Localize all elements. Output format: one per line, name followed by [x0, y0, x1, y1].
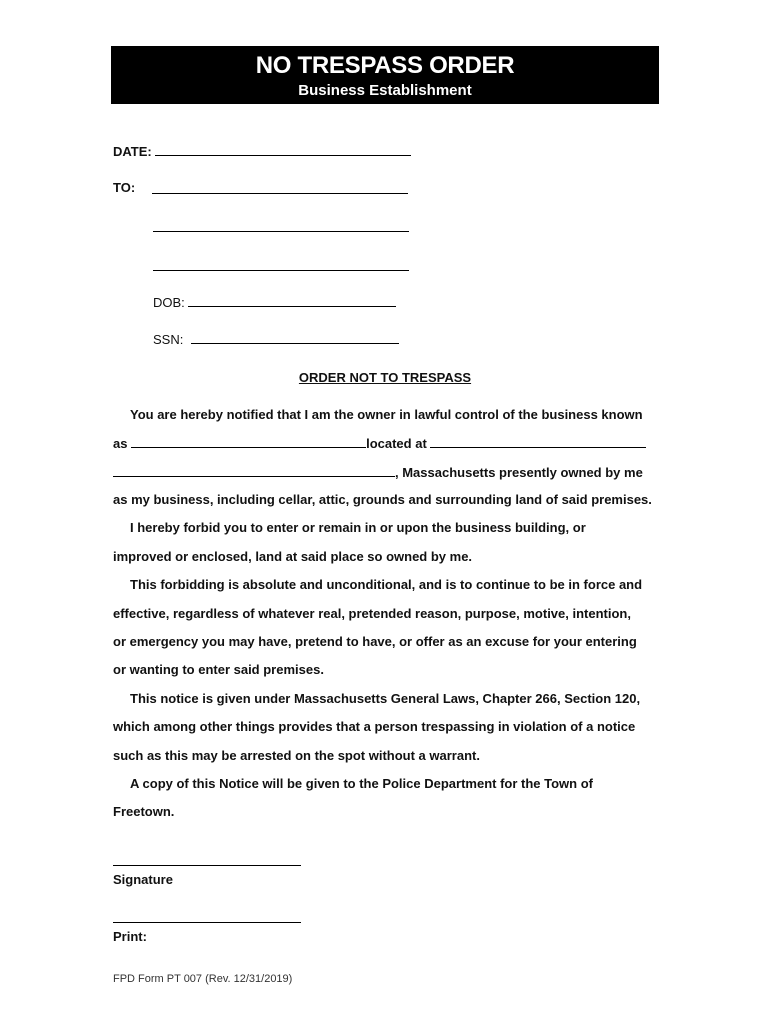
body-line: I hereby forbid you to enter or remain in or upon the business building, or [130, 520, 586, 535]
section-title: ORDER NOT TO TRESPASS [298, 370, 472, 385]
to-field-line-2[interactable] [153, 219, 409, 232]
business-name-field[interactable] [131, 435, 366, 448]
body-line-blanks: , Massachusetts presently owned by me [113, 464, 643, 480]
dob-field[interactable] [188, 294, 396, 307]
body-line: You are hereby notified that I am the owner in lawful control of the business known [130, 407, 643, 422]
body-line: which among other things provides that a person trespassing in violation of a notice [113, 719, 636, 734]
location-field[interactable] [430, 435, 646, 448]
to-label: TO: [113, 180, 136, 195]
body-line: as my business, including cellar, attic, grounds and surrounding land of said premises. [113, 492, 652, 507]
date-field[interactable] [155, 143, 411, 156]
ssn-field[interactable] [191, 331, 399, 344]
date-label: DATE: [113, 144, 152, 159]
body-line: improved or enclosed, land at said place so owned by me. [113, 549, 473, 564]
to-row [113, 180, 135, 195]
ssn-label: SSN: [153, 332, 184, 347]
body-line: Freetown. [113, 804, 175, 819]
to-field-line-1[interactable] [152, 181, 408, 194]
dob-label: DOB: [153, 295, 185, 310]
body-line-blanks: as located at [113, 435, 646, 451]
print-field[interactable] [113, 922, 301, 923]
body-line: effective, regardless of whatever real, pretended reason, purpose, motive, intention, [113, 606, 631, 621]
address-field[interactable] [113, 464, 395, 477]
to-field-line-3[interactable] [153, 258, 409, 271]
date-row [113, 143, 411, 159]
signature-field[interactable] [113, 865, 301, 866]
signature-label: Signature [113, 872, 173, 887]
print-label: Print: [113, 929, 147, 944]
body-line: This forbidding is absolute and unconditional, and is to continue to be in force and [130, 577, 643, 592]
body-line: A copy of this Notice will be given to the Police Department for the Town of [130, 776, 593, 791]
body-line: This notice is given under Massachusetts General Laws, Chapter 266, Section 120, [130, 691, 641, 706]
body-line: or emergency you may have, pretend to have, or offer as an excuse for your entering [113, 634, 637, 649]
ssn-row [153, 331, 399, 347]
body-line: such as this may be arrested on the spot without a warrant. [113, 748, 480, 763]
form-footer: FPD Form PT 007 (Rev. 12/31/2019) [113, 973, 293, 985]
dob-row [153, 294, 396, 310]
form-subtitle: Business Establishment [298, 82, 472, 99]
body-line: or wanting to enter said premises. [113, 662, 324, 677]
form-header [111, 46, 659, 104]
form-title: NO TRESPASS ORDER [255, 52, 515, 79]
